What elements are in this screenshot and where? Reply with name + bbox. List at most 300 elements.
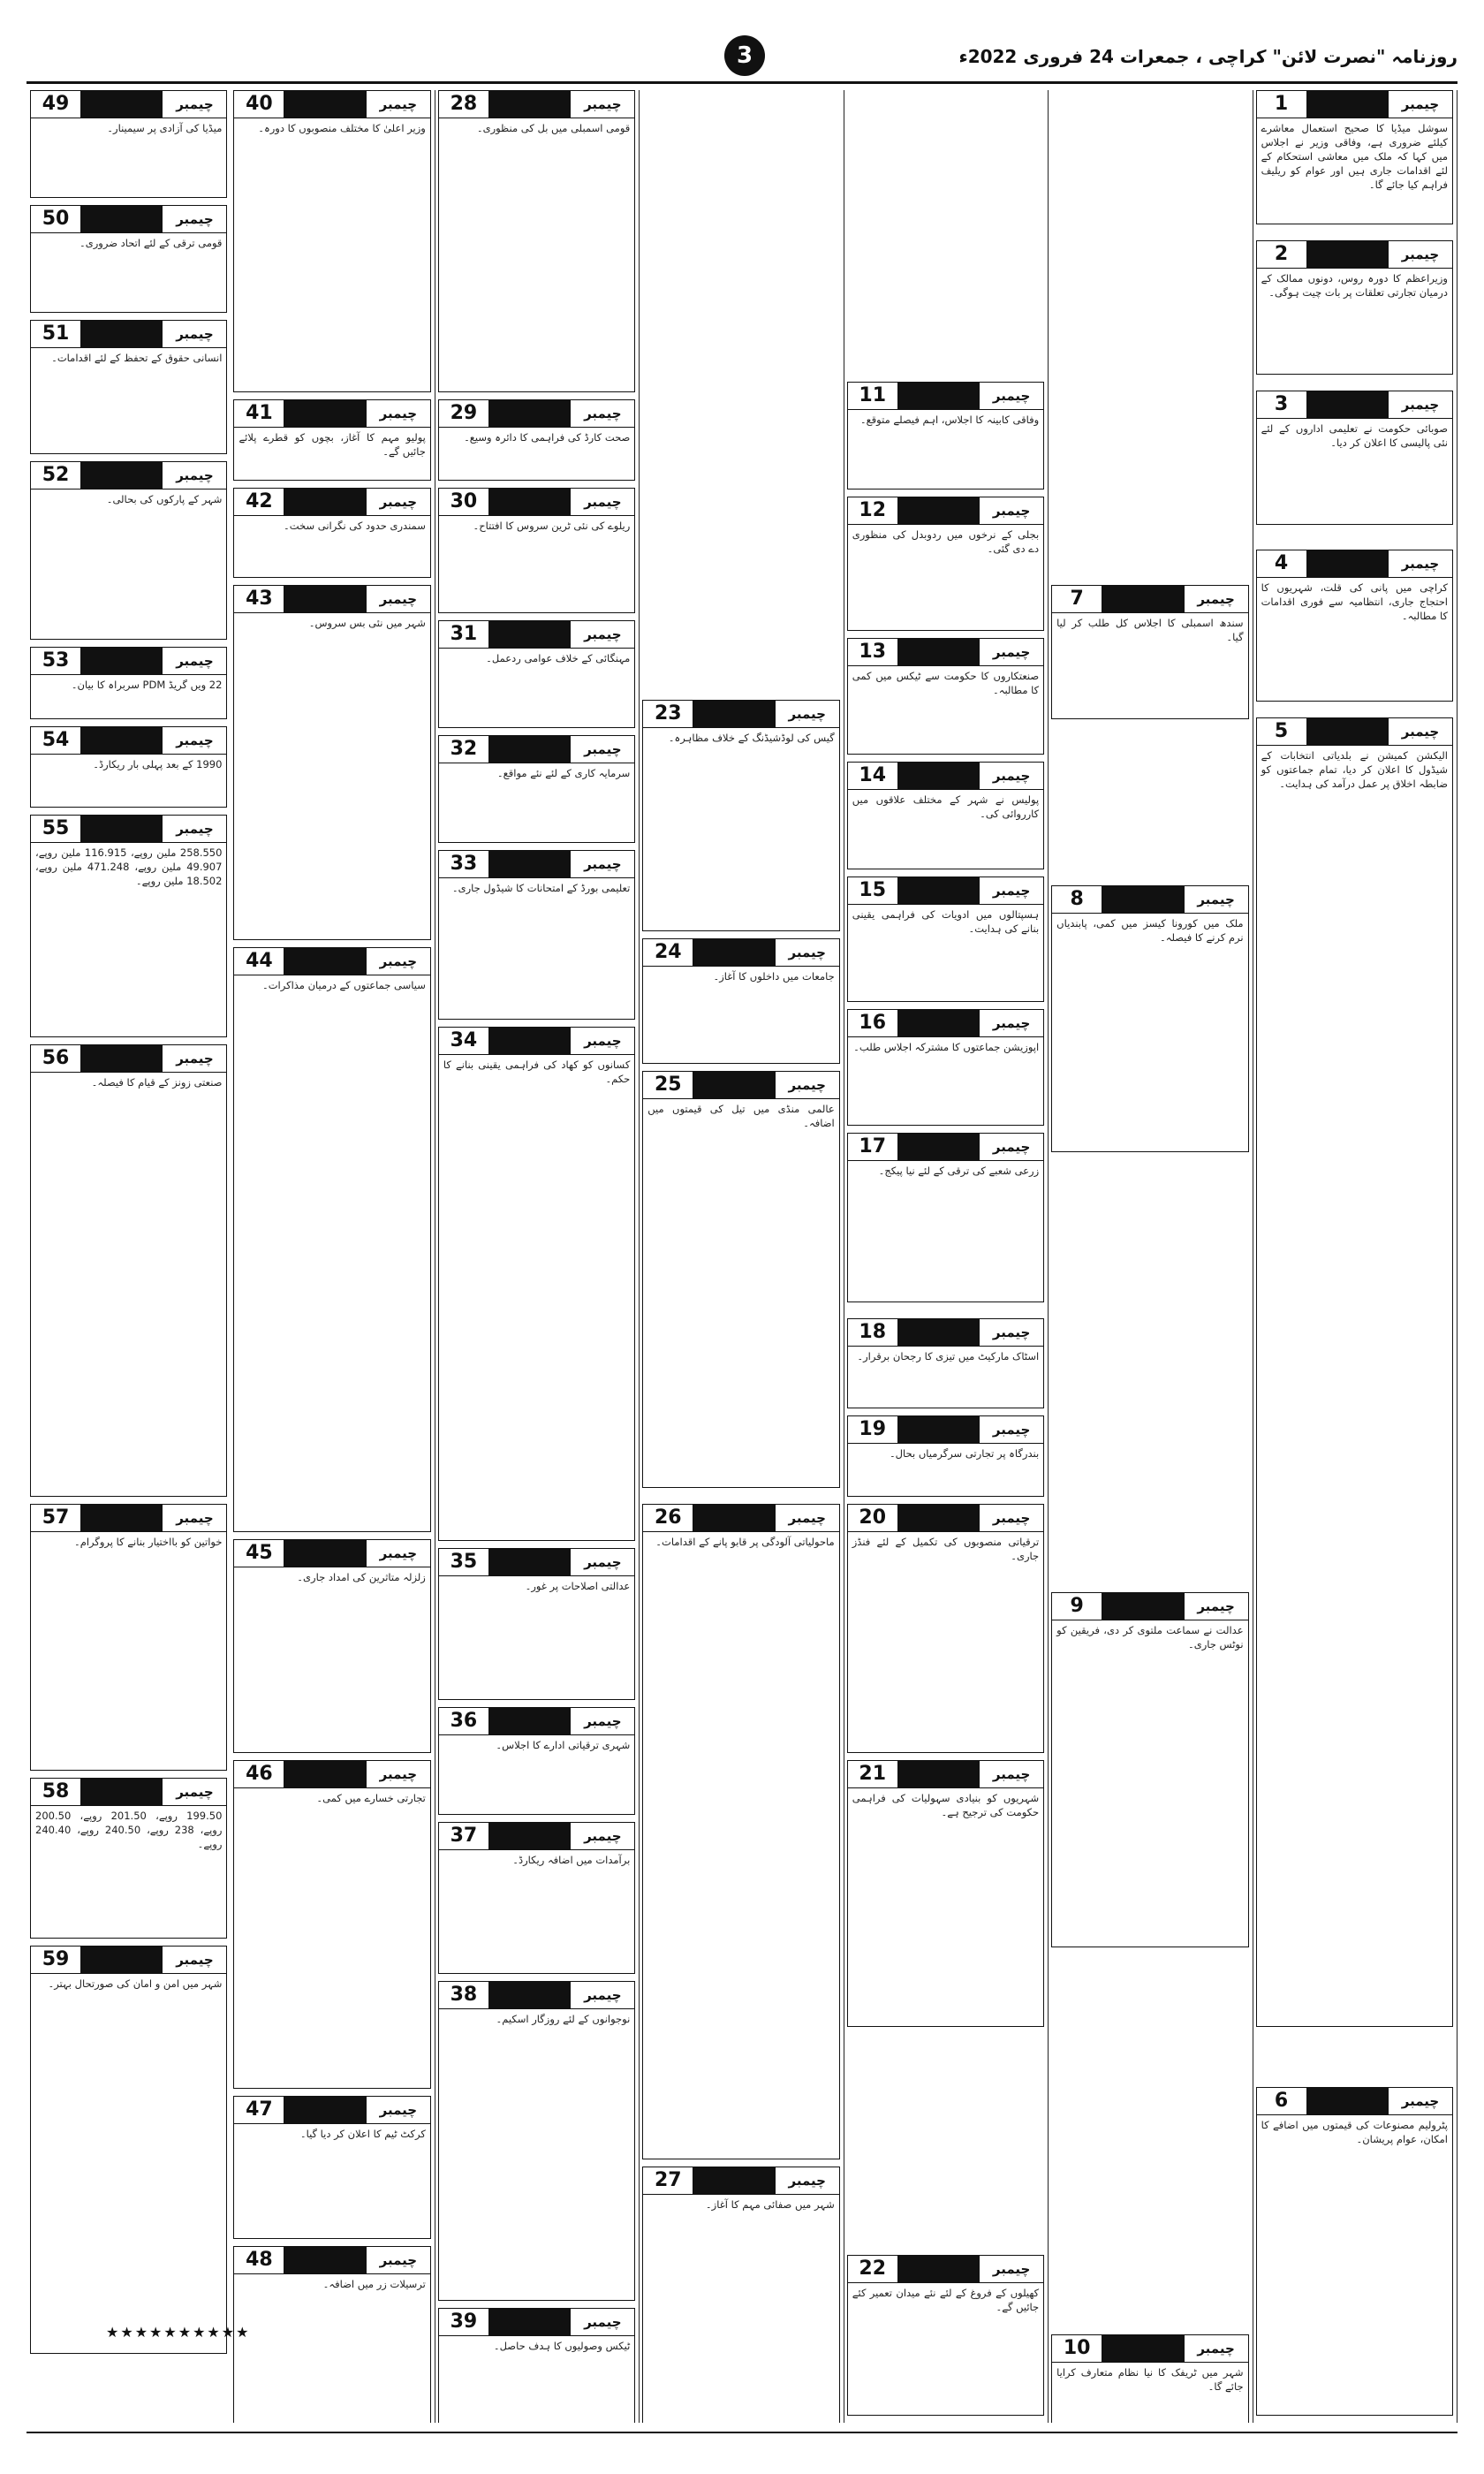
item-header-bar bbox=[284, 948, 365, 975]
item-header bbox=[31, 91, 226, 118]
news-item-28 bbox=[438, 90, 635, 392]
item-category: چیمبر bbox=[979, 1505, 1043, 1531]
item-category: چیمبر bbox=[1388, 550, 1452, 577]
item-text: 1990 کے بعد پہلی بار ریکارڈ۔ bbox=[93, 758, 223, 770]
item-category: چیمبر bbox=[162, 648, 226, 674]
item-header-bar bbox=[898, 1010, 979, 1036]
item-header-bar bbox=[1102, 2335, 1183, 2362]
news-item-19 bbox=[847, 1415, 1044, 1497]
news-item-52 bbox=[30, 461, 227, 640]
item-header-bar bbox=[693, 939, 774, 966]
item-text: قومی ترقی کے لئے اتحاد ضروری۔ bbox=[80, 237, 223, 249]
item-category: چیمبر bbox=[162, 1779, 226, 1805]
item-category: چیمبر bbox=[1184, 2335, 1248, 2362]
item-category: چیمبر bbox=[162, 206, 226, 232]
item-text: مہنگائی کے خلاف عوامی ردعمل۔ bbox=[486, 652, 631, 664]
item-header bbox=[31, 727, 226, 755]
item-number: 3 bbox=[1257, 391, 1307, 418]
item-header-bar bbox=[1307, 91, 1388, 118]
item-text: خواتین کو بااختیار بنانے کا پروگرام۔ bbox=[74, 1536, 223, 1548]
item-text: شہر کے پارکوں کی بحالی۔ bbox=[106, 493, 223, 505]
news-item-27 bbox=[642, 2167, 839, 2423]
news-item-47 bbox=[233, 2096, 430, 2239]
item-category: چیمبر bbox=[979, 1010, 1043, 1036]
item-category: چیمبر bbox=[570, 2309, 634, 2335]
item-header-bar bbox=[81, 321, 162, 347]
item-category: چیمبر bbox=[366, 2247, 430, 2273]
news-item-9 bbox=[1051, 1592, 1248, 1947]
item-category: چیمبر bbox=[979, 1416, 1043, 1443]
item-header-bar bbox=[1307, 550, 1388, 577]
item-number: 49 bbox=[31, 91, 81, 118]
item-number: 52 bbox=[31, 462, 81, 489]
item-text: عالمی منڈی میں تیل کی قیمتوں میں اضافہ۔ bbox=[647, 1103, 835, 1129]
item-number: 14 bbox=[848, 763, 898, 789]
news-item-49 bbox=[30, 90, 227, 198]
item-header bbox=[31, 321, 226, 348]
column-2 bbox=[1048, 90, 1253, 2423]
item-text: قومی اسمبلی میں بل کی منظوری۔ bbox=[476, 122, 631, 134]
item-category: چیمبر bbox=[1388, 391, 1452, 418]
item-header bbox=[848, 1416, 1043, 1444]
news-item-30 bbox=[438, 488, 635, 613]
item-header bbox=[848, 763, 1043, 790]
news-item-53 bbox=[30, 647, 227, 719]
item-header-bar bbox=[898, 497, 979, 524]
item-text: پولیس نے شہر کے مختلف علاقوں میں کارروائی کی۔ bbox=[852, 793, 1040, 820]
news-item-13 bbox=[847, 638, 1044, 755]
item-header bbox=[848, 877, 1043, 905]
item-category: چیمبر bbox=[162, 462, 226, 489]
item-number: 15 bbox=[848, 877, 898, 904]
item-header bbox=[1052, 1593, 1247, 1620]
item-header bbox=[848, 639, 1043, 666]
item-number: 6 bbox=[1257, 2088, 1307, 2114]
news-item-51 bbox=[30, 320, 227, 454]
item-number: 25 bbox=[643, 1072, 693, 1098]
item-text: تعلیمی بورڈ کے امتحانات کا شیڈول جاری۔ bbox=[451, 882, 631, 894]
item-header-bar bbox=[693, 701, 774, 727]
item-text: بجلی کے نرخوں میں ردوبدل کی منظوری دے دی گئی۔ bbox=[852, 528, 1040, 555]
news-item-15 bbox=[847, 877, 1044, 1002]
item-header-bar bbox=[489, 621, 570, 648]
item-header bbox=[234, 1540, 429, 1567]
item-number: 32 bbox=[439, 736, 489, 763]
item-header-bar bbox=[284, 2097, 365, 2123]
item-category: چیمبر bbox=[979, 1761, 1043, 1787]
news-item-40 bbox=[233, 90, 430, 392]
item-number: 38 bbox=[439, 1982, 489, 2008]
item-text: اسٹاک مارکیٹ میں تیزی کا رجحان برقرار۔ bbox=[857, 1350, 1040, 1362]
item-category: چیمبر bbox=[162, 1505, 226, 1531]
item-category: چیمبر bbox=[979, 2256, 1043, 2282]
item-category: چیمبر bbox=[775, 1072, 839, 1098]
item-header bbox=[439, 400, 634, 428]
news-item-4 bbox=[1256, 550, 1453, 702]
item-header-bar bbox=[284, 1761, 365, 1787]
item-number: 21 bbox=[848, 1761, 898, 1787]
item-header-bar bbox=[693, 2167, 774, 2194]
item-text: شہر میں امن و امان کی صورتحال بہتر۔ bbox=[48, 1977, 223, 1990]
item-text: نوجوانوں کے لئے روزگار اسکیم۔ bbox=[496, 2013, 631, 2025]
news-item-59 bbox=[30, 1946, 227, 2354]
item-number: 58 bbox=[31, 1779, 81, 1805]
item-header-bar bbox=[81, 816, 162, 842]
item-number: 29 bbox=[439, 400, 489, 427]
item-category: چیمبر bbox=[162, 321, 226, 347]
item-header bbox=[643, 2167, 838, 2195]
item-number: 2 bbox=[1257, 241, 1307, 268]
item-category: چیمبر bbox=[366, 91, 430, 118]
item-number: 11 bbox=[848, 383, 898, 409]
news-item-33 bbox=[438, 850, 635, 1020]
item-text: شہر میں ٹریفک کا نیا نظام متعارف کرایا جائے گا۔ bbox=[1056, 2366, 1244, 2393]
item-header bbox=[234, 948, 429, 975]
item-header-bar bbox=[489, 91, 570, 118]
item-category: چیمبر bbox=[979, 383, 1043, 409]
item-number: 24 bbox=[643, 939, 693, 966]
item-header-bar bbox=[1102, 886, 1183, 913]
item-text: سیاسی جماعتوں کے درمیان مذاکرات۔ bbox=[261, 979, 426, 991]
item-header-bar bbox=[1307, 241, 1388, 268]
item-header bbox=[234, 2097, 429, 2124]
item-category: چیمبر bbox=[162, 1045, 226, 1072]
item-category: چیمبر bbox=[775, 2167, 839, 2194]
item-text: ٹیکس وصولیوں کا ہدف حاصل۔ bbox=[493, 2340, 631, 2352]
item-number: 12 bbox=[848, 497, 898, 524]
item-header bbox=[31, 206, 226, 233]
news-item-12 bbox=[847, 497, 1044, 631]
item-number: 30 bbox=[439, 489, 489, 515]
item-text: پٹرولیم مصنوعات کی قیمتوں میں اضافے کا امکان، عوام پریشان۔ bbox=[1261, 2119, 1448, 2145]
item-header bbox=[1052, 586, 1247, 613]
item-text: شہر میں نئی بس سروس۔ bbox=[308, 617, 426, 629]
item-number: 5 bbox=[1257, 718, 1307, 745]
item-number: 41 bbox=[234, 400, 284, 427]
item-category: چیمبر bbox=[162, 91, 226, 118]
item-number: 59 bbox=[31, 1947, 81, 1973]
item-header bbox=[643, 1072, 838, 1099]
item-header-bar bbox=[489, 1708, 570, 1734]
item-header bbox=[439, 91, 634, 118]
item-text: صنعتی زونز کے قیام کا فیصلہ۔ bbox=[91, 1076, 223, 1089]
item-text: اپوزیشن جماعتوں کا مشترکہ اجلاس طلب۔ bbox=[853, 1041, 1040, 1053]
news-item-23 bbox=[642, 700, 839, 931]
item-number: 4 bbox=[1257, 550, 1307, 577]
news-item-18 bbox=[847, 1318, 1044, 1408]
news-item-45 bbox=[233, 1539, 430, 1753]
item-header bbox=[439, 1708, 634, 1735]
item-header-bar bbox=[489, 1982, 570, 2008]
item-header bbox=[848, 1319, 1043, 1347]
item-text: صنعتکاروں کا حکومت سے ٹیکس میں کمی کا مطالبہ۔ bbox=[852, 670, 1040, 696]
item-header bbox=[643, 939, 838, 967]
news-item-7 bbox=[1051, 585, 1248, 719]
footer-stars: ★★★★★★★★★★ bbox=[106, 2324, 251, 2341]
item-header-bar bbox=[284, 1540, 365, 1567]
item-category: چیمبر bbox=[570, 851, 634, 877]
item-number: 57 bbox=[31, 1505, 81, 1531]
item-header bbox=[31, 462, 226, 489]
item-category: چیمبر bbox=[979, 1134, 1043, 1160]
item-header-bar bbox=[81, 648, 162, 674]
item-text: ماحولیاتی آلودگی پر قابو پانے کے اقدامات۔ bbox=[655, 1536, 835, 1548]
item-header-bar bbox=[489, 851, 570, 877]
news-item-3 bbox=[1256, 391, 1453, 525]
column-7 bbox=[26, 90, 231, 2423]
item-text: کسانوں کو کھاد کی فراہمی یقینی بنانے کا حکم۔ bbox=[443, 1059, 631, 1085]
item-header bbox=[848, 1761, 1043, 1788]
item-header bbox=[848, 1134, 1043, 1161]
item-header bbox=[234, 2247, 429, 2274]
item-header bbox=[1257, 2088, 1452, 2115]
item-text: سرمایہ کاری کے لئے نئے مواقع۔ bbox=[496, 767, 631, 779]
item-header bbox=[439, 1823, 634, 1850]
columns bbox=[26, 90, 1458, 2423]
item-text: صوبائی حکومت نے تعلیمی اداروں کے لئے نئی پالیسی کا اعلان کر دیا۔ bbox=[1261, 422, 1448, 449]
item-category: چیمبر bbox=[1388, 91, 1452, 118]
item-header bbox=[31, 816, 226, 843]
item-text: کرکٹ ٹیم کا اعلان کر دیا گیا۔ bbox=[299, 2128, 426, 2140]
item-header bbox=[234, 91, 429, 118]
news-item-38 bbox=[438, 1981, 635, 2301]
column-6 bbox=[230, 90, 435, 2423]
item-category: چیمبر bbox=[979, 877, 1043, 904]
column-3 bbox=[844, 90, 1049, 2423]
item-header-bar bbox=[898, 2256, 979, 2282]
item-number: 37 bbox=[439, 1823, 489, 1849]
news-item-55 bbox=[30, 815, 227, 1037]
item-text: زرعی شعبے کی ترقی کے لئے نیا پیکج۔ bbox=[878, 1165, 1040, 1177]
item-header-bar bbox=[81, 1947, 162, 1973]
item-text: ہسپتالوں میں ادویات کی فراہمی یقینی بنانے کی ہدایت۔ bbox=[852, 908, 1040, 935]
item-header bbox=[31, 648, 226, 675]
item-number: 27 bbox=[643, 2167, 693, 2194]
item-category: چیمبر bbox=[1184, 586, 1248, 612]
item-category: چیمبر bbox=[979, 763, 1043, 789]
item-number: 23 bbox=[643, 701, 693, 727]
item-header-bar bbox=[284, 586, 365, 612]
item-header bbox=[439, 851, 634, 878]
item-header bbox=[848, 2256, 1043, 2283]
item-header-bar bbox=[1307, 391, 1388, 418]
item-header bbox=[643, 1505, 838, 1532]
news-item-46 bbox=[233, 1760, 430, 2089]
item-header-bar bbox=[284, 2247, 365, 2273]
item-number: 51 bbox=[31, 321, 81, 347]
item-header-bar bbox=[489, 400, 570, 427]
item-header-bar bbox=[284, 400, 365, 427]
item-number: 54 bbox=[31, 727, 81, 754]
news-item-5 bbox=[1256, 717, 1453, 2027]
item-number: 53 bbox=[31, 648, 81, 674]
item-header bbox=[31, 1779, 226, 1806]
item-header-bar bbox=[898, 1416, 979, 1443]
news-item-21 bbox=[847, 1760, 1044, 2027]
item-header-bar bbox=[898, 763, 979, 789]
item-category: چیمبر bbox=[1184, 886, 1248, 913]
item-header bbox=[234, 586, 429, 613]
item-header bbox=[439, 736, 634, 763]
item-text: سوشل میڈیا کا صحیح استعمال معاشرے کیلئے ضروری ہے، وفاقی وزیر نے اجلاس میں کہا کہ ملک میں معاشی استحکام کے لئے اقدامات جاری ہیں اور عوام کو ریلیف فراہم کیا جائے گا۔ bbox=[1261, 122, 1448, 191]
item-header-bar bbox=[693, 1505, 774, 1531]
news-item-1 bbox=[1256, 90, 1453, 224]
item-text: ملک میں کورونا کیسز میں کمی، پابندیاں نرم کرنے کا فیصلہ۔ bbox=[1056, 917, 1244, 944]
item-header bbox=[439, 489, 634, 516]
item-header bbox=[234, 489, 429, 516]
item-text: ترقیاتی منصوبوں کی تکمیل کے لئے فنڈز جاری۔ bbox=[852, 1536, 1040, 1562]
news-item-25 bbox=[642, 1071, 839, 1488]
item-category: چیمبر bbox=[570, 1982, 634, 2008]
item-category: چیمبر bbox=[775, 701, 839, 727]
news-item-31 bbox=[438, 620, 635, 728]
item-header-bar bbox=[81, 206, 162, 232]
item-category: چیمبر bbox=[570, 1028, 634, 1054]
item-header bbox=[31, 1947, 226, 1974]
item-number: 13 bbox=[848, 639, 898, 665]
news-item-42 bbox=[233, 488, 430, 578]
date-line: روزنامہ "نصرت لائن" کراچی ، جمعرات 24 فروری 2022ء bbox=[958, 46, 1458, 67]
item-header-bar bbox=[898, 1134, 979, 1160]
news-item-36 bbox=[438, 1707, 635, 1815]
item-text: زلزلہ متاثرین کی امداد جاری۔ bbox=[297, 1571, 426, 1583]
item-header bbox=[1257, 91, 1452, 118]
item-text: 199.50 روپے، 201.50 روپے، 200.50 روپے، 238 روپے، 240.50 روپے، 240.40 روپے۔ bbox=[35, 1810, 223, 1850]
item-number: 50 bbox=[31, 206, 81, 232]
item-header-bar bbox=[81, 462, 162, 489]
item-number: 40 bbox=[234, 91, 284, 118]
item-text: عدالتی اصلاحات پر غور۔ bbox=[525, 1580, 631, 1592]
item-number: 31 bbox=[439, 621, 489, 648]
item-header bbox=[439, 621, 634, 649]
column-5 bbox=[435, 90, 640, 2423]
item-number: 20 bbox=[848, 1505, 898, 1531]
item-text: شہریوں کو بنیادی سہولیات کی فراہمی حکومت کی ترجیح ہے۔ bbox=[852, 1792, 1040, 1818]
news-item-57 bbox=[30, 1504, 227, 1771]
item-header-bar bbox=[81, 727, 162, 754]
item-category: چیمبر bbox=[162, 727, 226, 754]
item-header bbox=[848, 497, 1043, 525]
item-header-bar bbox=[693, 1072, 774, 1098]
item-header-bar bbox=[81, 91, 162, 118]
item-number: 19 bbox=[848, 1416, 898, 1443]
news-item-41 bbox=[233, 399, 430, 481]
item-header-bar bbox=[81, 1045, 162, 1072]
item-text: کھیلوں کے فروغ کے لئے نئے میدان تعمیر کئے جائیں گے۔ bbox=[852, 2287, 1040, 2313]
item-header bbox=[848, 383, 1043, 410]
item-header bbox=[1257, 718, 1452, 746]
item-number: 10 bbox=[1052, 2335, 1102, 2362]
item-header-bar bbox=[284, 489, 365, 515]
item-header-bar bbox=[898, 383, 979, 409]
news-item-44 bbox=[233, 947, 430, 1532]
news-item-43 bbox=[233, 585, 430, 940]
item-number: 36 bbox=[439, 1708, 489, 1734]
column-4 bbox=[639, 90, 844, 2423]
item-category: چیمبر bbox=[775, 1505, 839, 1531]
item-header bbox=[1052, 886, 1247, 914]
news-item-35 bbox=[438, 1548, 635, 1700]
item-header-bar bbox=[489, 1028, 570, 1054]
item-category: چیمبر bbox=[366, 586, 430, 612]
item-text: پولیو مہم کا آغاز، بچوں کو قطرے پلائے جائیں گے۔ bbox=[238, 431, 426, 458]
item-text: جامعات میں داخلوں کا آغاز۔ bbox=[713, 970, 835, 983]
item-header-bar bbox=[1307, 718, 1388, 745]
item-number: 28 bbox=[439, 91, 489, 118]
item-category: چیمبر bbox=[570, 1823, 634, 1849]
item-number: 42 bbox=[234, 489, 284, 515]
item-category: چیمبر bbox=[570, 489, 634, 515]
item-text: گیس کی لوڈشیڈنگ کے خلاف مظاہرہ۔ bbox=[668, 732, 835, 744]
item-text: الیکشن کمیشن نے بلدیاتی انتخابات کے شیڈول کا اعلان کر دیا، تمام جماعتوں کو ضابطہ اخلاق پر عمل درآمد کی ہدایت۔ bbox=[1261, 749, 1448, 790]
item-category: چیمبر bbox=[570, 1708, 634, 1734]
news-item-17 bbox=[847, 1133, 1044, 1302]
news-item-56 bbox=[30, 1044, 227, 1497]
item-category: چیمبر bbox=[162, 816, 226, 842]
item-category: چیمبر bbox=[775, 939, 839, 966]
item-header-bar bbox=[1102, 586, 1183, 612]
item-header bbox=[1257, 241, 1452, 269]
item-header-bar bbox=[1307, 2088, 1388, 2114]
column-1 bbox=[1253, 90, 1458, 2423]
news-item-39 bbox=[438, 2308, 635, 2423]
item-text: 22 ویں گریڈ PDM سربراہ کا بیان۔ bbox=[71, 679, 223, 691]
item-header-bar bbox=[898, 1319, 979, 1346]
news-item-58 bbox=[30, 1778, 227, 1939]
item-number: 1 bbox=[1257, 91, 1307, 118]
news-item-10 bbox=[1051, 2334, 1248, 2423]
item-header bbox=[234, 400, 429, 428]
item-header-bar bbox=[898, 1505, 979, 1531]
news-item-6 bbox=[1256, 2087, 1453, 2416]
item-header-bar bbox=[489, 2309, 570, 2335]
masthead bbox=[26, 35, 1458, 78]
item-number: 56 bbox=[31, 1045, 81, 1072]
item-header bbox=[1257, 550, 1452, 578]
item-number: 45 bbox=[234, 1540, 284, 1567]
item-category: چیمبر bbox=[366, 489, 430, 515]
newspaper-page bbox=[26, 35, 1458, 2439]
item-number: 26 bbox=[643, 1505, 693, 1531]
item-text: وفاقی کابینہ کا اجلاس، اہم فیصلے متوقع۔ bbox=[859, 414, 1040, 426]
item-number: 9 bbox=[1052, 1593, 1102, 1620]
item-header-bar bbox=[898, 1761, 979, 1787]
item-header bbox=[643, 701, 838, 728]
news-item-8 bbox=[1051, 885, 1248, 1152]
item-number: 22 bbox=[848, 2256, 898, 2282]
news-item-48 bbox=[233, 2246, 430, 2423]
item-text: سمندری حدود کی نگرانی سخت۔ bbox=[284, 520, 426, 532]
page-number: 3 bbox=[724, 35, 765, 76]
item-header-bar bbox=[489, 1549, 570, 1575]
item-number: 18 bbox=[848, 1319, 898, 1346]
item-text: میڈیا کی آزادی پر سیمینار۔ bbox=[107, 122, 223, 134]
news-item-34 bbox=[438, 1027, 635, 1541]
item-number: 8 bbox=[1052, 886, 1102, 913]
item-number: 7 bbox=[1052, 586, 1102, 612]
item-category: چیمبر bbox=[1388, 241, 1452, 268]
item-text: عدالت نے سماعت ملتوی کر دی، فریقین کو نوٹس جاری۔ bbox=[1056, 1624, 1244, 1651]
masthead-rule bbox=[26, 81, 1458, 84]
item-header-bar bbox=[81, 1505, 162, 1531]
footer-rule bbox=[26, 2432, 1458, 2433]
item-category: چیمبر bbox=[366, 1540, 430, 1567]
item-number: 16 bbox=[848, 1010, 898, 1036]
item-category: چیمبر bbox=[1388, 718, 1452, 745]
item-text: صحت کارڈ کی فراہمی کا دائرہ وسیع۔ bbox=[464, 431, 631, 444]
item-category: چیمبر bbox=[570, 1549, 634, 1575]
item-text: تجارتی خسارے میں کمی۔ bbox=[316, 1792, 426, 1804]
